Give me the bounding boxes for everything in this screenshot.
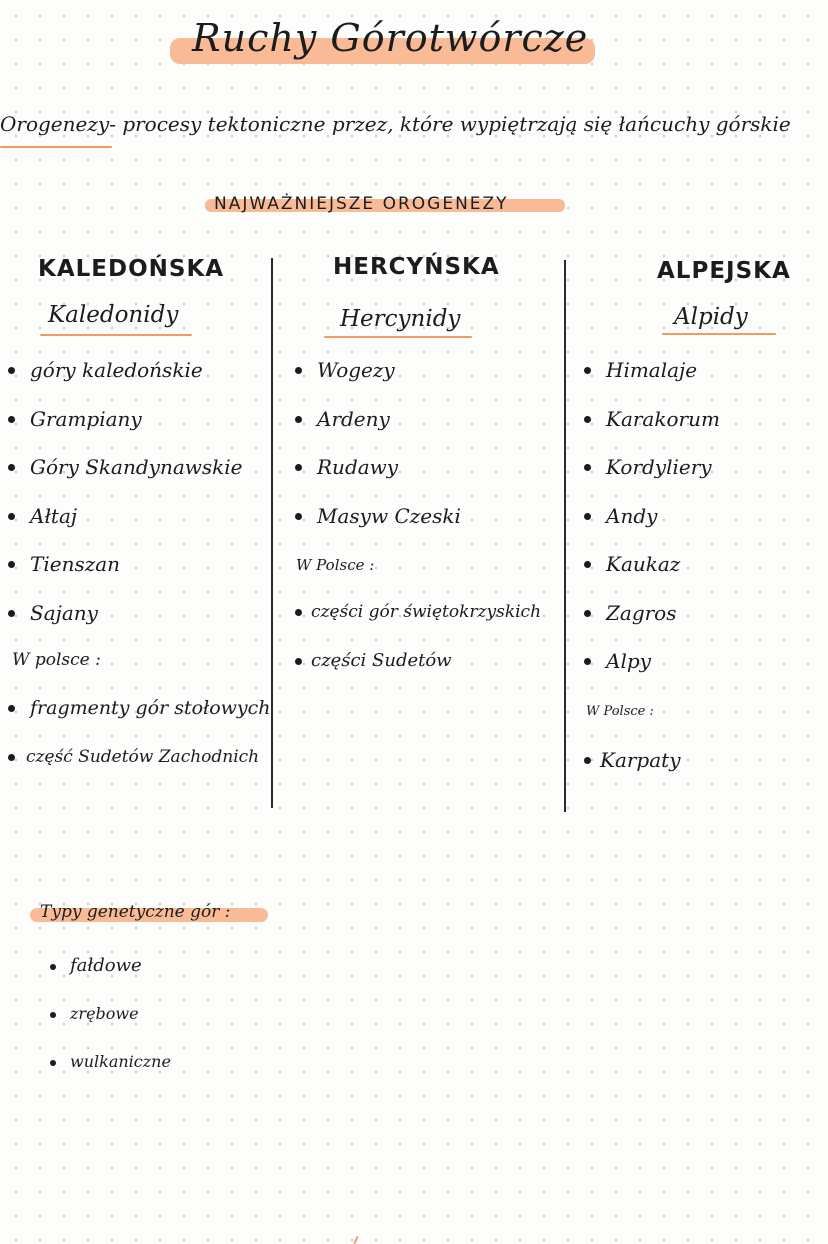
poland-label: W Polsce : <box>586 704 654 719</box>
column-subheading-underline <box>40 334 192 336</box>
column-heading-kaledonska: KALEDOŃSKA <box>38 256 225 282</box>
bullet-icon <box>584 610 591 617</box>
bullet-icon <box>295 367 302 374</box>
definition-term: Orogenezy <box>0 112 110 136</box>
column-subheading-underline <box>324 336 472 338</box>
bullet-icon <box>295 416 302 423</box>
poland-label: W Polsce : <box>296 556 375 574</box>
bullet-icon <box>584 464 591 471</box>
column-heading-hercynska: HERCYŃSKA <box>333 254 500 280</box>
decorative-stroke <box>353 1236 358 1244</box>
bullet-icon <box>584 367 591 374</box>
bullet-icon <box>50 964 56 970</box>
bullet-icon <box>584 561 591 568</box>
bullet-icon <box>8 367 15 374</box>
definition-line <box>0 112 791 136</box>
column-subheading-alpidy: Alpidy <box>674 304 748 330</box>
definition-term-underline <box>0 146 112 148</box>
bullet-icon <box>584 658 591 665</box>
column-divider-2 <box>564 260 566 812</box>
bullet-icon <box>8 464 15 471</box>
bullet-icon <box>50 1060 56 1066</box>
bullet-icon <box>50 1012 56 1018</box>
bullet-icon <box>584 757 591 764</box>
page-title: Ruchy Górotwórcze <box>192 16 589 60</box>
bullet-icon <box>8 610 15 617</box>
bullet-icon <box>8 561 15 568</box>
bullet-icon <box>295 513 302 520</box>
column-subheading-underline <box>662 333 776 335</box>
bullet-icon <box>295 464 302 471</box>
column-subheading-kaledonidy: Kaledonidy <box>48 302 179 328</box>
bullet-icon <box>8 754 15 761</box>
bullet-icon <box>8 416 15 423</box>
bullet-icon <box>8 705 15 712</box>
poland-label: W polsce : <box>12 650 101 670</box>
definition-text: - procesy tektoniczne przez, które wypiętrzają się łańcuchy górskie <box>109 112 791 136</box>
types-title: Typy genetyczne gór : <box>40 902 231 922</box>
column-subheading-hercynidy: Hercynidy <box>340 306 461 332</box>
column-heading-alpejska: ALPEJSKA <box>657 258 791 284</box>
bullet-icon <box>584 513 591 520</box>
bullet-icon <box>295 609 302 616</box>
column-divider-1 <box>271 258 273 808</box>
bullet-icon <box>295 658 302 665</box>
section-title: NAJWAŻNIEJSZE OROGENEZY <box>214 194 509 214</box>
bullet-icon <box>584 416 591 423</box>
bullet-icon <box>8 513 15 520</box>
